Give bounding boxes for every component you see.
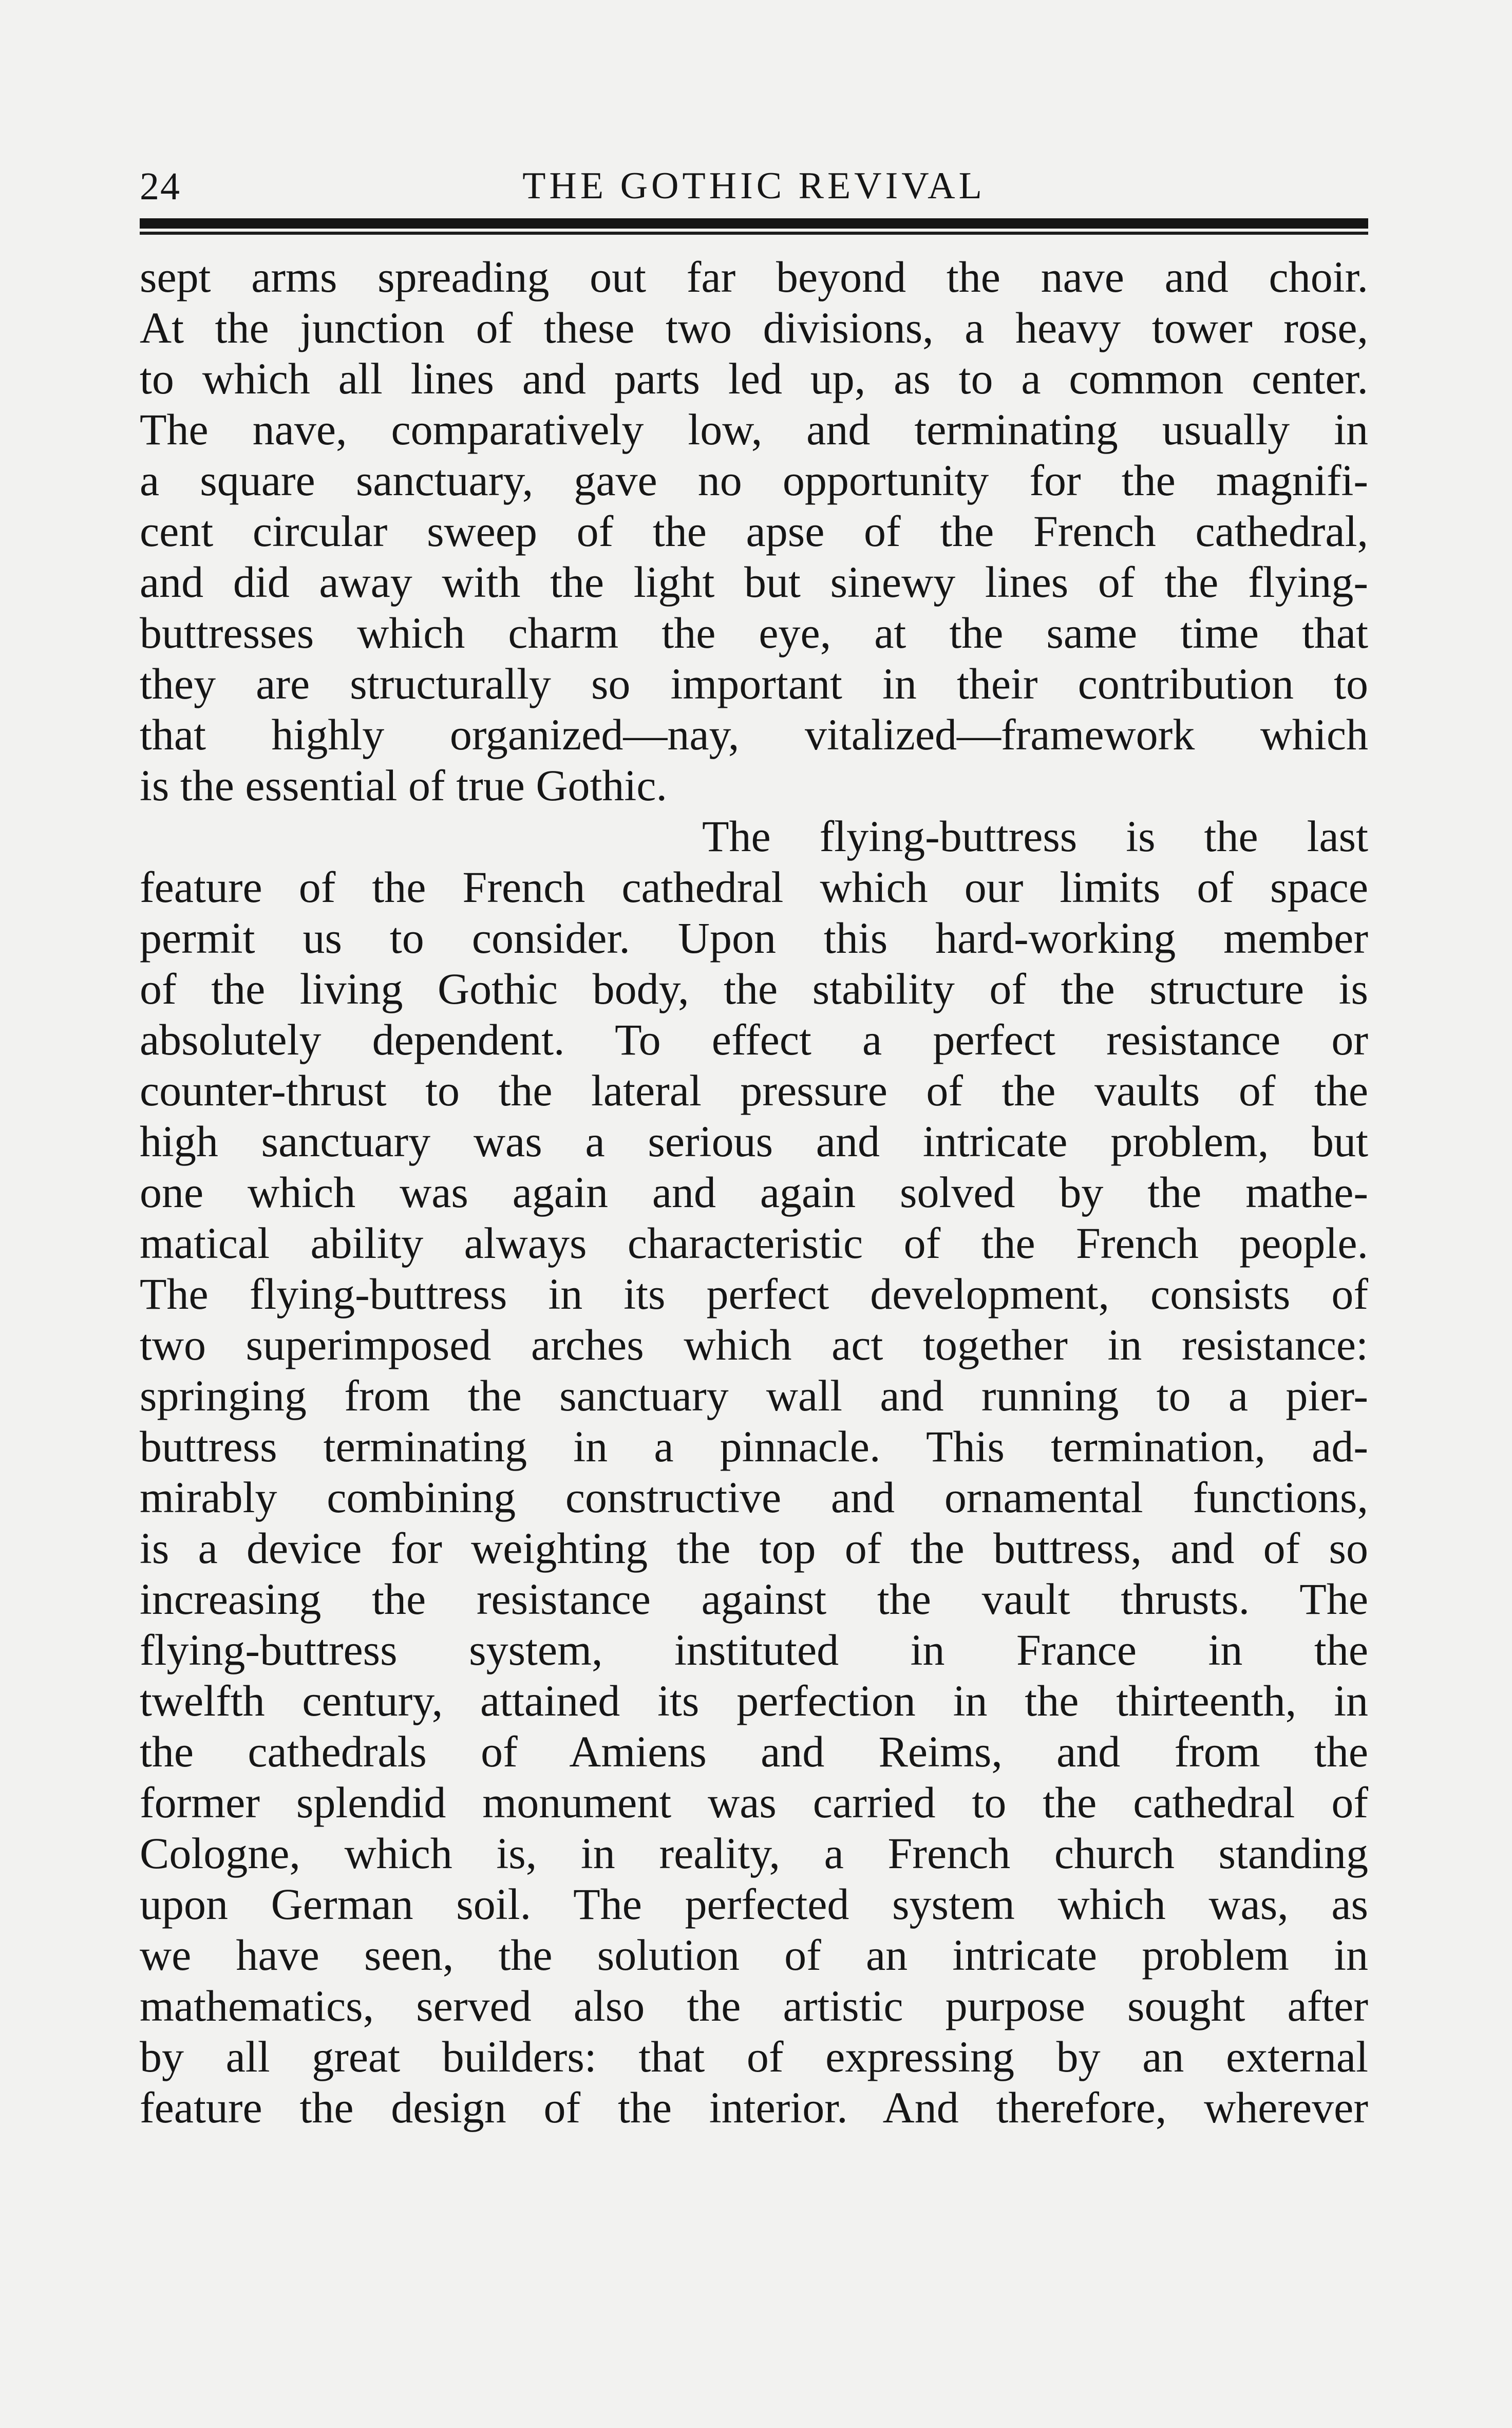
text-line: Cologne, which is, in reality, a French church standing (140, 1829, 1368, 1878)
text-line: The flying-buttress in its perfect development, consists of (140, 1269, 1368, 1319)
text-line: to which all lines and parts led up, as to a common center. (140, 354, 1368, 403)
text-line: former splendid monument was carried to the cathedral of (140, 1778, 1368, 1827)
text-line: a square sanctuary, gave no opportunity for the magnifi- (140, 456, 1368, 505)
paragraph-start-line: The flying-buttress is the last (702, 812, 1368, 861)
text-line: buttresses which charm the eye, at the same time that (140, 608, 1368, 657)
text-line: feature the design of the interior. And therefore, wherever (140, 2083, 1368, 2132)
text-line: matical ability always characteristic of the French people. (140, 1218, 1368, 1268)
text-line: they are structurally so important in their contribution to (140, 659, 1368, 708)
text-line: is the essential of true Gothic. (140, 761, 667, 810)
text-line: one which was again and again solved by the mathe- (140, 1168, 1368, 1217)
page-header (140, 154, 1368, 211)
text-line: mathematics, served also the artistic purpose sought after (140, 1981, 1368, 2030)
running-title: THE GOTHIC REVIVAL (522, 165, 986, 207)
text-line: absolutely dependent. To effect a perfect resistance or (140, 1015, 1368, 1064)
page-number: 24 (140, 165, 181, 208)
text-line: we have seen, the solution of an intricate problem in (140, 1930, 1368, 1980)
text-line: permit us to consider. Upon this hard-working member (140, 913, 1368, 963)
text-line: cent circular sweep of the apse of the French cathedral, (140, 506, 1368, 556)
text-line: upon German soil. The perfected system which was, as (140, 1879, 1368, 1929)
text-line: springing from the sanctuary wall and running to a pier- (140, 1371, 1368, 1420)
text-line: of the living Gothic body, the stability of the structure is (140, 964, 1368, 1013)
text-line: twelfth century, attained its perfection in the thirteenth, in (140, 1676, 1368, 1725)
text-line: two superimposed arches which act together in resistance: (140, 1320, 1368, 1369)
text-line: buttress terminating in a pinnacle. This termination, ad- (140, 1422, 1368, 1471)
text-line: feature of the French cathedral which our limits of space (140, 862, 1368, 912)
text-line: high sanctuary was a serious and intricate problem, but (140, 1117, 1368, 1166)
text-line: sept arms spreading out far beyond the nave and choir. (140, 252, 1368, 302)
text-line: The nave, comparatively low, and terminating usually in (140, 405, 1368, 454)
text-line: and did away with the light but sinewy lines of the flying- (140, 557, 1368, 607)
text-line: by all great builders: that of expressing by an external (140, 2032, 1368, 2081)
header-rule-thin (140, 232, 1368, 235)
text-line: increasing the resistance against the vault thrusts. The (140, 1574, 1368, 1624)
body-text (140, 252, 1368, 2133)
text-line: flying-buttress system, instituted in France in the (140, 1625, 1368, 1674)
text-line: that highly organized—nay, vitalized—framework which (140, 710, 1368, 759)
header-rule-thick (140, 218, 1368, 229)
text-line: At the junction of these two divisions, a heavy tower rose, (140, 303, 1368, 352)
text-line: the cathedrals of Amiens and Reims, and from the (140, 1727, 1368, 1776)
text-line: is a device for weighting the top of the buttress, and of so (140, 1523, 1368, 1573)
text-line: counter-thrust to the lateral pressure of the vaults of the (140, 1066, 1368, 1115)
text-line: mirably combining constructive and ornamental functions, (140, 1473, 1368, 1522)
